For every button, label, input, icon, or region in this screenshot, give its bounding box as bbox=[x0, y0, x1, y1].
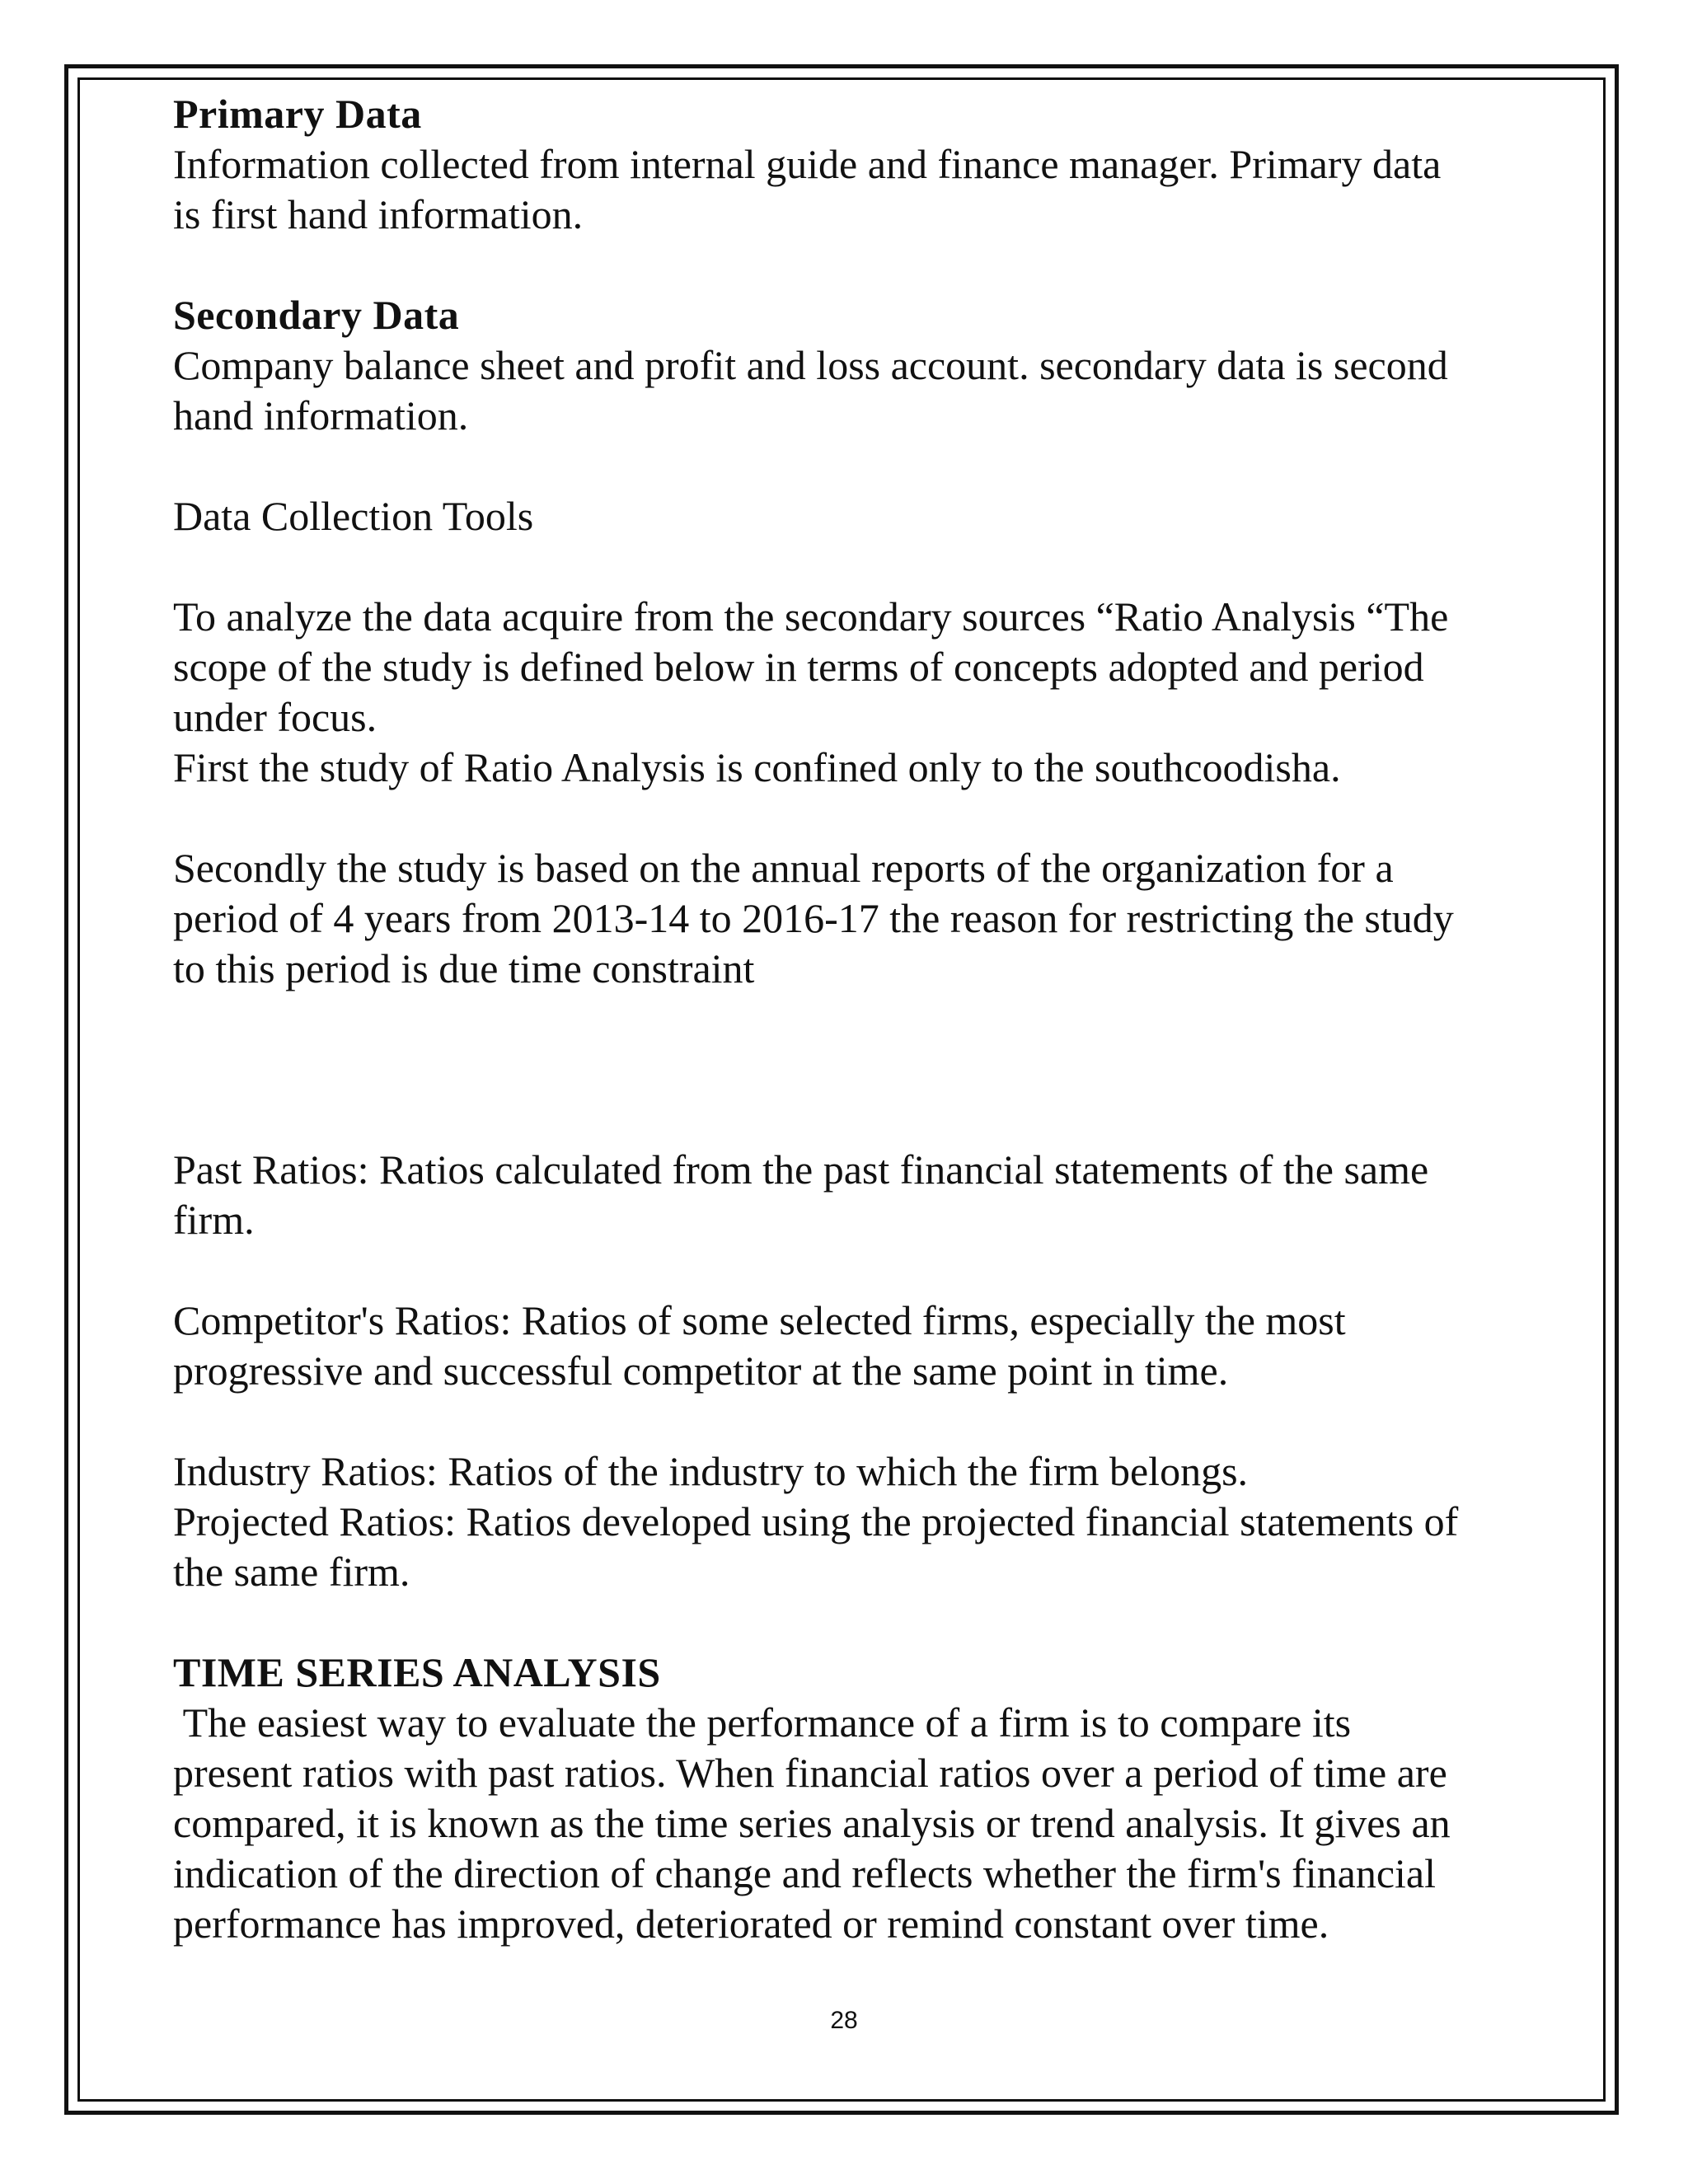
spacer bbox=[173, 994, 1550, 1145]
page-content bbox=[173, 89, 1550, 1949]
secondary-data-line-1: Company balance sheet and profit and loss account. secondary data is second bbox=[173, 342, 1448, 388]
time-series-line-5: performance has improved, deteriorated or remind constant over time. bbox=[173, 1900, 1329, 1947]
analyze-line-4: First the study of Ratio Analysis is confined only to the southcoodisha. bbox=[173, 744, 1341, 790]
analyze-line-3: under focus. bbox=[173, 694, 377, 740]
data-collection-tools-line: Data Collection Tools bbox=[173, 493, 534, 539]
time-series-line-1: The easiest way to evaluate the performance of a firm is to compare its bbox=[173, 1699, 1352, 1746]
industry-ratios-line-1: Industry Ratios: Ratios of the industry to which the firm belongs. bbox=[173, 1448, 1249, 1494]
spacer bbox=[173, 541, 1550, 592]
spacer bbox=[173, 1396, 1550, 1446]
projected-ratios-line-2: the same firm. bbox=[173, 1549, 410, 1595]
analyze-line-1: To analyze the data acquire from the secondary sources “Ratio Analysis “The bbox=[173, 593, 1449, 640]
competitor-ratios-line-1: Competitor's Ratios: Ratios of some selected firms, especially the most bbox=[173, 1297, 1346, 1343]
secondly-line-2: period of 4 years from 2013-14 to 2016-17 the reason for restricting the study bbox=[173, 895, 1454, 941]
analyze-line-2: scope of the study is defined below in terms of concepts adopted and period bbox=[173, 644, 1424, 690]
secondly-line-3: to this period is due time constraint bbox=[173, 945, 755, 991]
spacer bbox=[173, 793, 1550, 843]
time-series-line-3: compared, it is known as the time series analysis or trend analysis. It gives an bbox=[173, 1800, 1451, 1846]
spacer bbox=[173, 240, 1550, 290]
primary-data-heading: Primary Data bbox=[173, 91, 422, 137]
secondary-data-heading: Secondary Data bbox=[173, 292, 460, 338]
past-ratios-line-2: firm. bbox=[173, 1197, 255, 1243]
past-ratios-line-1: Past Ratios: Ratios calculated from the past financial statements of the same bbox=[173, 1146, 1429, 1193]
spacer bbox=[173, 1245, 1550, 1296]
time-series-line-4: indication of the direction of change and reflects whether the firm's financial bbox=[173, 1850, 1437, 1896]
spacer bbox=[173, 441, 1550, 491]
primary-data-line-1: Information collected from internal guide and finance manager. Primary data bbox=[173, 141, 1442, 187]
page-number: 28 bbox=[830, 2007, 858, 2034]
spacer bbox=[173, 1597, 1550, 1647]
primary-data-line-2: is first hand information. bbox=[173, 191, 584, 237]
competitor-ratios-line-2: progressive and successful competitor at the same point in time. bbox=[173, 1347, 1229, 1394]
projected-ratios-line-1: Projected Ratios: Ratios developed using the projected financial statements of bbox=[173, 1498, 1459, 1544]
secondly-line-1: Secondly the study is based on the annual reports of the organization for a bbox=[173, 845, 1394, 891]
secondary-data-line-2: hand information. bbox=[173, 392, 469, 438]
time-series-heading: TIME SERIES ANALYSIS bbox=[173, 1649, 661, 1695]
time-series-line-2: present ratios with past ratios. When financial ratios over a period of time are bbox=[173, 1750, 1447, 1796]
